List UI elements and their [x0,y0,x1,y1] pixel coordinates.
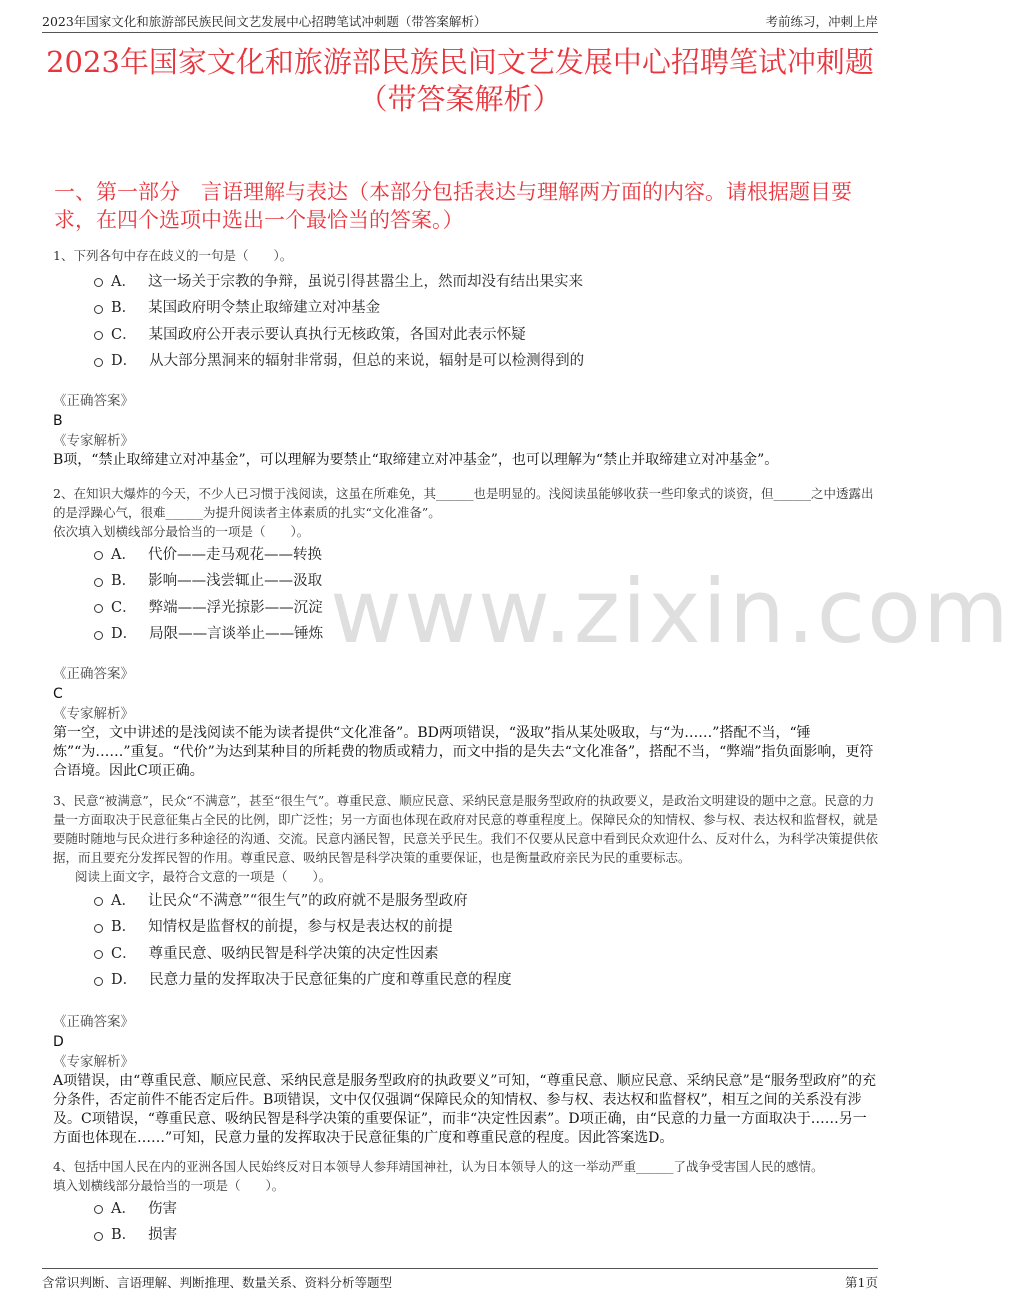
section-heading: 一、第一部分 言语理解与表达（本部分包括表达与理解两方面的内容。请根据题目要求，在四个选项中选出一个最恰当的答案。） [54,180,852,232]
option-a[interactable]: A． 这一场关于宗教的争辩，虽说引得甚嚣尘上，然而却没有结出果实来 [94,267,880,294]
analysis-label: 《专家解析》 [53,706,134,722]
radio-icon[interactable] [94,924,103,933]
option-d[interactable]: D． 从大部分黑洞来的辐射非常弱，但总的来说，辐射是可以检测得到的 [94,347,880,374]
question-2-stem: 2、在知识大爆炸的今天，不少人已习惯于浅阅读，这虽在所难免，其______也是明显的。浅阅读虽能够收获一些印象式的谈资，但______之中透露出的是浮躁心气，很难______为提升阅读者主体素质的扎实“文化准备”。 依次填入划横线部分最恰当的一项是（ ）。 [53,486,874,539]
page-footer [42,1268,878,1289]
radio-icon[interactable] [94,604,103,613]
question-3-stem: 3、民意“被满意”，民众“不满意”，甚至“很生气”。尊重民意、顺应民意、采纳民意是服务型政府的执政要义，是政治文明建设的题中之意。民意的力量一方面取决于民意征集占全民的比例，即广泛性；另一方面也体现在政府对民意的尊重程度上。保障民众的知情权、参与权、表达权和监督权，就是要随时随地与民众进行多种途径的沟通、交流。民意内涵民智，民意关乎民生。我们不仅要从民意中看到民众欢迎什么、反对什么，为科学决策提供依据，而且要充分发挥民智的作用。尊重民意、吸纳民智是科学决策的重要保证，也是衡量政府亲民为民的重要标志。 阅读上面文字，最符合文意的一项是（ ）。 [53,793,879,884]
radio-icon[interactable] [94,551,103,560]
answer-value: C [53,686,63,702]
option-b[interactable]: B． 影响——浅尝辄止——汲取 [94,567,880,594]
option-c[interactable]: C． 某国政府公开表示要认真执行无核政策，各国对此表示怀疑 [94,320,880,347]
option-b[interactable]: B． 知情权是监督权的前提，参与权是表达权的前提 [94,913,880,940]
radio-icon[interactable] [94,358,103,367]
footer-note: 含常识判断、言语理解、判断推理、数量关系、资料分析等题型 [42,1275,393,1290]
answer-value: D [53,1034,64,1050]
analysis-text: A项错误，由“尊重民意、顺应民意、采纳民意是服务型政府的执政要义”可知，“尊重民意、顺应民意、采纳民意”是“服务型政府”的充分条件，否定前件不能否定后件。B项错误，文中仅仅强调“保障民众的知情权、参与权、表达权和监督权”，相互之间的关系没有涉及。C项错误，“尊重民意、吸纳民智是科学决策的重要保证”，而非“决定性因素”。D项正确，由“民意的力量一方面取决于……另一方面也体现在……”可知，民意力量的发挥取决于民意征集的广度和尊重民意的程度。因此答案选D。 [53,1073,877,1146]
option-b[interactable]: B． 某国政府明令禁止取缔建立对冲基金 [94,294,880,321]
option-a[interactable]: A． 伤害 [94,1194,880,1221]
page-header [42,8,878,33]
radio-icon[interactable] [94,897,103,906]
question-2-answer [53,664,878,781]
radio-icon[interactable] [94,977,103,986]
page-number: 第1页 [845,1275,878,1290]
answer-label: 《正确答案》 [53,393,134,409]
radio-icon[interactable] [94,331,103,340]
question-4-options [94,1194,880,1247]
question-1-options [94,267,880,373]
radio-icon[interactable] [94,305,103,314]
analysis-text: 第一空，文中讲述的是浅阅读不能为读者提供“文化准备”。BD两项错误，“汲取”指从某处吸取，与“为……”搭配不当，“锤炼”“为……”重复。“代价”为达到某种目的所耗费的物质或精力，而文中指的是失去“文化准备”，搭配不当，“弊端”指负面影响，更符合语境。因此C项正确。 [53,725,874,779]
option-c[interactable]: C． 尊重民意、吸纳民智是科学决策的决定性因素 [94,939,880,966]
answer-label: 《正确答案》 [53,1014,134,1030]
option-a[interactable]: A． 让民众“不满意”“很生气”的政府就不是服务型政府 [94,886,880,913]
option-b[interactable]: B． 损害 [94,1221,880,1248]
page-title: 2023年国家文化和旅游部民族民间文艺发展中心招聘笔试冲刺题（带答案解析） [46,45,874,116]
analysis-label: 《专家解析》 [53,433,134,449]
option-d[interactable]: D． 局限——言谈举止——锤炼 [94,620,880,647]
option-c[interactable]: C． 弊端——浮光掠影——沉淀 [94,593,880,620]
header-doc-title: 2023年国家文化和旅游部民族民间文艺发展中心招聘笔试冲刺题（带答案解析） [42,14,487,29]
watermark: www.zixin.com [330,560,1011,663]
question-3-answer [53,1012,878,1148]
header-slogan: 考前练习，冲刺上岸 [765,14,878,29]
question-1-stem: 1、下列各句中存在歧义的一句是（ ）。 [53,248,293,263]
question-4-stem: 4、包括中国人民在内的亚洲各国人民始终反对日本领导人参拜靖国神社，认为日本领导人的这一举动严重______了战争受害国人民的感情。 填入划横线部分最恰当的一项是（ ）。 [53,1159,824,1193]
answer-value: B [53,413,63,429]
answer-label: 《正确答案》 [53,666,134,682]
radio-icon[interactable] [94,631,103,640]
analysis-text: B项，“禁止取缔建立对冲基金”，可以理解为要禁止“取缔建立对冲基金”，也可以理解为“禁止并取缔建立对冲基金”。 [53,452,779,468]
radio-icon[interactable] [94,950,103,959]
radio-icon[interactable] [94,1205,103,1214]
option-a[interactable]: A． 代价——走马观花——转换 [94,540,880,567]
radio-icon[interactable] [94,578,103,587]
option-d[interactable]: D． 民意力量的发挥取决于民意征集的广度和尊重民意的程度 [94,966,880,993]
radio-icon[interactable] [94,278,103,287]
question-2-options [94,540,880,646]
radio-icon[interactable] [94,1232,103,1241]
question-1-answer [53,391,878,470]
question-3-options [94,886,880,992]
analysis-label: 《专家解析》 [53,1054,134,1070]
